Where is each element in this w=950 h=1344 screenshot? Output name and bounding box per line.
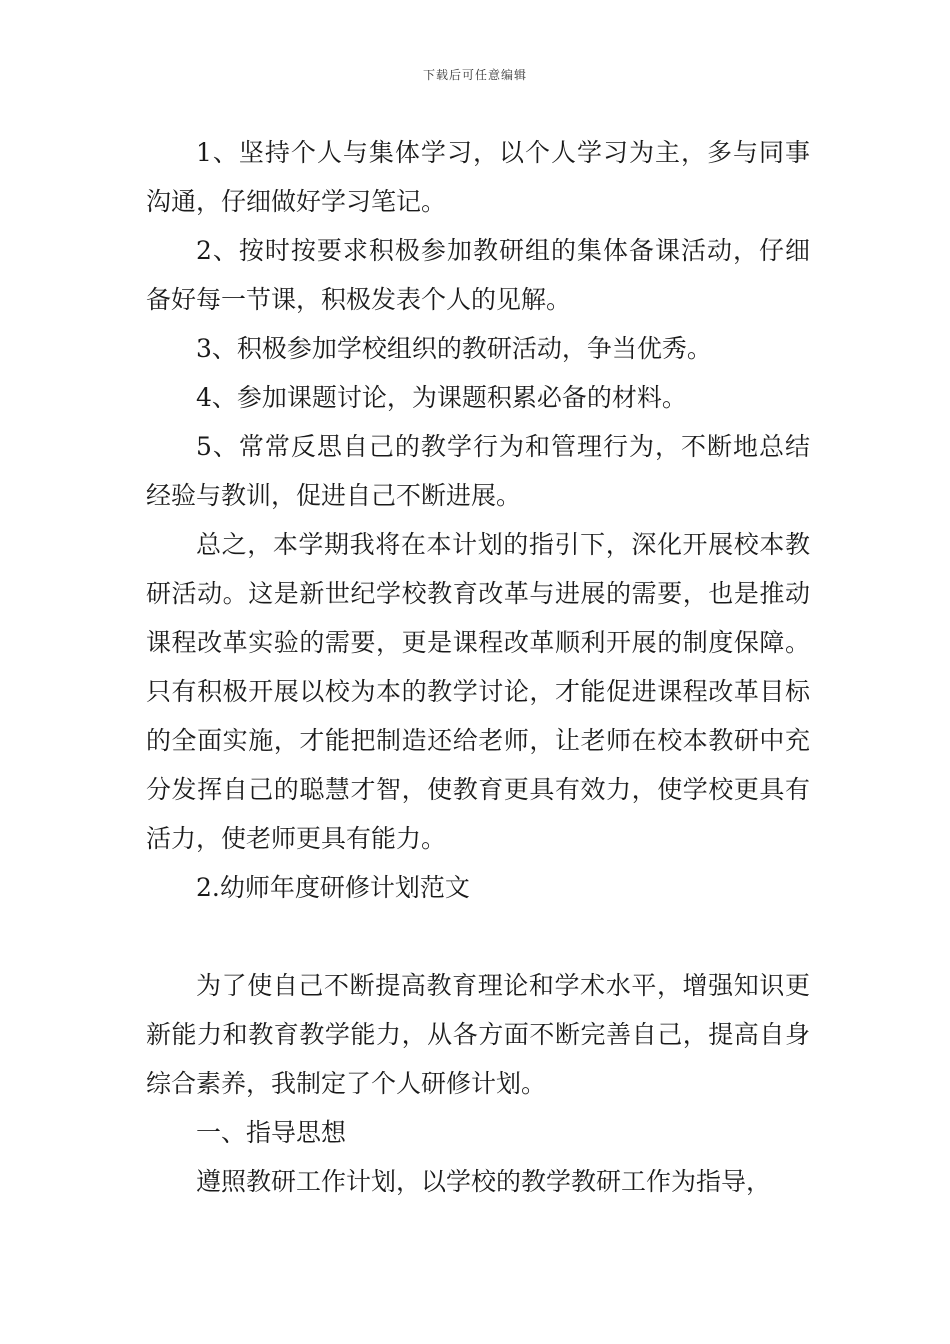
intro-paragraph: 为了使自己不断提高教育理论和学术水平，增强知识更新能力和教育教学能力，从各方面不断完善自己，提高自身综合素养，我制定了个人研修计划。 [146,971,810,1098]
page-header: 下载后可任意编辑 [422,68,527,82]
body-paragraph: 遵照教研工作计划，以学校的教学教研工作为指导， [196,1167,772,1196]
section-title: 2.幼师年度研修计划范文 [196,873,470,902]
list-item-2: 2、按时按要求积极参加教研组的集体备课活动，仔细备好每一节课，积极发表个人的见解。 [146,236,810,314]
list-item-4: 4、参加课题讨论，为课题积累必备的材料。 [196,383,687,412]
subheading-guiding-thought: 一、指导思想 [196,1118,347,1147]
document-body [146,128,810,1206]
list-item-5: 5、常常反思自己的教学行为和管理行为，不断地总结经验与教训，促进自己不断进展。 [146,432,810,510]
list-item-3: 3、积极参加学校组织的教研活动，争当优秀。 [196,334,712,363]
summary-paragraph: 总之，本学期我将在本计划的指引下，深化开展校本教研活动。这是新世纪学校教育改革与进展的需要，也是推动课程改革实验的需要，更是课程改革顺利开展的制度保障。只有积极开展以校为本的教学讨论，才能促进课程改革目标的全面实施，才能把制造还给老师，让老师在校本教研中充分发挥自己的聪慧才智，使教育更具有效力，使学校更具有活力，使老师更具有能力。 [146,530,810,853]
list-item-1: 1、坚持个人与集体学习，以个人学习为主，多与同事沟通，仔细做好学习笔记。 [146,138,810,216]
blank-line [146,912,810,961]
